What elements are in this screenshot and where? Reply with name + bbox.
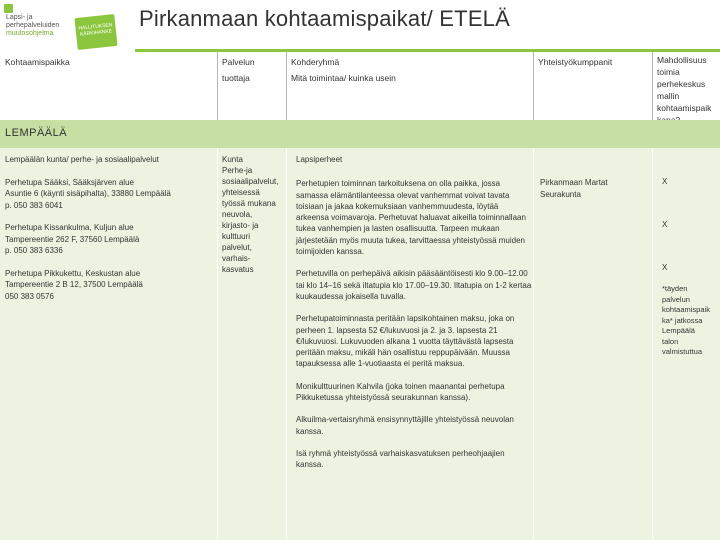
place-1-name: Perhetupa Sääksi, Sääksjärven alue: [5, 177, 134, 187]
provider-line-7: kirjasto- ja: [222, 221, 259, 230]
activities-column: [296, 154, 532, 482]
divider-4-header: [652, 52, 653, 120]
logo-line-3: muutosohjelma: [6, 30, 54, 37]
logo-mark-icon: [4, 4, 13, 13]
logo-badge: HALLITUKSEN KÄRKIHANKE: [74, 14, 117, 50]
place-2-name: Perhetupa Kissankulma, Kuljun alue: [5, 223, 134, 232]
divider-3-body: [533, 148, 534, 540]
header-col3-line-1: Kohderyhmä: [291, 57, 340, 67]
divider-1-body: [217, 148, 218, 540]
note-line-4: ka* jatkossa: [662, 315, 703, 325]
header-col5-line-2: toimia: [657, 67, 680, 77]
divider-3-header: [533, 52, 534, 120]
title-bar: [135, 0, 720, 52]
note-line-2: palvelun: [662, 294, 690, 304]
activity-peer-group: Alkuilma-vertaisryhmä ensisynnyttäjille yhteistyössä neuvolan kanssa.: [296, 415, 514, 436]
place-3-name: Perhetupa Pikkukettu, Keskustan alue: [5, 268, 141, 278]
partner-martat: Pirkanmaan Martat: [540, 178, 608, 187]
provider-line-1: Kunta: [222, 155, 243, 164]
header-col2-line-2: tuottaja: [222, 73, 250, 83]
provider-line-6: neuvola,: [222, 210, 253, 219]
header-col3-line-2: Mitä toimintaa/ kuinka usein: [291, 73, 396, 83]
provider-line-4: yhteisessä: [222, 188, 260, 197]
header-mahdollisuus: [657, 54, 711, 126]
header-col5-line-4: mallin: [657, 91, 680, 101]
page-title: Pirkanmaan kohtaamispaikat/ ETELÄ: [139, 6, 510, 31]
note-line-5: Lempäälä: [662, 326, 695, 335]
place-1-address: Asuntie 6 (käynti sisäpihalta), 33880 Lempäälä: [5, 189, 171, 198]
header-col5-line-3: perhekeskus: [657, 79, 706, 89]
logo: [0, 0, 135, 56]
header-col5-line-5: kohtaamispaik: [657, 103, 712, 113]
place-1-phone: p. 050 383 6041: [5, 200, 63, 210]
provider-column: [222, 154, 286, 275]
logo-text: [6, 14, 76, 38]
header-yhteistyokumppanit: Yhteistyökumppanit: [538, 57, 613, 67]
possible-mark-1: X: [662, 177, 668, 186]
provider-line-10: varhais-: [222, 254, 251, 263]
table-body: [0, 148, 720, 540]
header-palvelun-tuottaja: [222, 54, 255, 86]
activity-purpose: Perhetupien toiminnan tarkoituksena on olla paikka, jossa samassa elämäntilanteessa olevat vanhemmat voivat tavata toisiaan ja jakaa kokemuksiaan vanhemmuudesta, löytää arkeensa voimavaroja. Perhetuvat haluavat aikeilla toiminnallaan tukea vanhempien ja lasten osallisuutta. Tarpeen mukaan järjestetään myös muuta tukea, tarvittaessa yhteistyössä muiden toimijoiden kanssa.: [296, 179, 526, 257]
provider-line-3: sosiaalipalvelut,: [222, 177, 279, 186]
activity-fees: Perhetupatoiminnasta peritään lapsikohtainen maksu, joka on perheen 1. lapsesta 52 €/lukuvuosi ja 2. ja 3. lapsesta 21 €/lukuvuosi. Lukuvuoden alkana 1 vuotta täyttävästä lapsesta peritään maksu, mikäli hän osallistuu reppupäivään. Muussa tapauksessa alle 1-vuotiaasta ei peritä maksua.: [296, 314, 515, 369]
divider-1-header: [217, 52, 218, 120]
partners-column: [540, 177, 650, 200]
note-line-3: kohtaamispaik: [662, 305, 710, 314]
provider-line-11: kasvatus: [222, 265, 254, 274]
note-line-1: *täyden: [662, 284, 688, 293]
divider-4-body: [652, 148, 653, 540]
place-kissankulma: [5, 222, 215, 257]
activity-target-group: Lapsiperheet: [296, 155, 343, 164]
note-line-6: talon: [662, 336, 679, 346]
header-col5-line-1: Mahdollisuus: [657, 55, 707, 65]
possible-note: [662, 284, 718, 358]
header-kohderyhma: [291, 54, 396, 86]
note-line-7: valmistuttua: [662, 347, 703, 356]
place-2-phone: p. 050 383 6336: [5, 246, 63, 255]
place-3-address: Tampereentie 2 B 12, 37500 Lempäälä: [5, 280, 143, 289]
provider-line-2: Perhe-ja: [222, 166, 253, 175]
activity-father-group: Isä ryhmä yhteistyössä varhaiskasvatuksen perheohjaajien kanssa.: [296, 448, 505, 470]
places-column: [5, 154, 215, 313]
divider-2-body: [286, 148, 287, 540]
section-label: LEMPÄÄLÄ: [5, 127, 68, 139]
partner-seurakunta: Seurakunta: [540, 189, 581, 199]
place-3-phone: 050 383 0576: [5, 291, 54, 301]
provider-line-9: palvelut,: [222, 243, 252, 252]
activity-schedule: Perhetuvilla on perhepäivä aikisin pääsääntöisesti klo 9.00–12.00 tai klo 14–16 sekä iltatupia klo 17.00–19.30. Iltatupia on 1-2 kertaa kuukaudessa jokaisella tuvalla.: [296, 269, 532, 301]
divider-2-header: [286, 52, 287, 120]
activity-cafe: Monikulttuurinen Kahvila (joka toinen maanantai perhetupa Pikkuketussa yhteistyössä seurakunnan kanssa).: [296, 381, 505, 403]
logo-line-2: perhepalveluiden: [6, 22, 60, 29]
logo-line-1: Lapsi- ja: [6, 14, 33, 21]
provider-line-8: kulttuuri: [222, 232, 251, 241]
provider-line-5: työssä mukana: [222, 199, 276, 208]
place-pikkukettu: [5, 268, 215, 303]
header-kohtaamispaikka: Kohtaamispaikka: [5, 57, 70, 67]
section-band: [0, 120, 720, 148]
org-name: Lempäälän kunta/ perhe- ja sosiaalipalvelut: [5, 155, 159, 164]
possible-mark-3: X: [662, 263, 668, 272]
table-header-row: [0, 52, 720, 120]
place-2-address: Tampereentie 262 F, 37560 Lempäälä: [5, 234, 140, 244]
place-saaksi: [5, 177, 215, 212]
header-col2-line-1: Palvelun: [222, 57, 255, 67]
possible-mark-2: X: [662, 220, 668, 229]
